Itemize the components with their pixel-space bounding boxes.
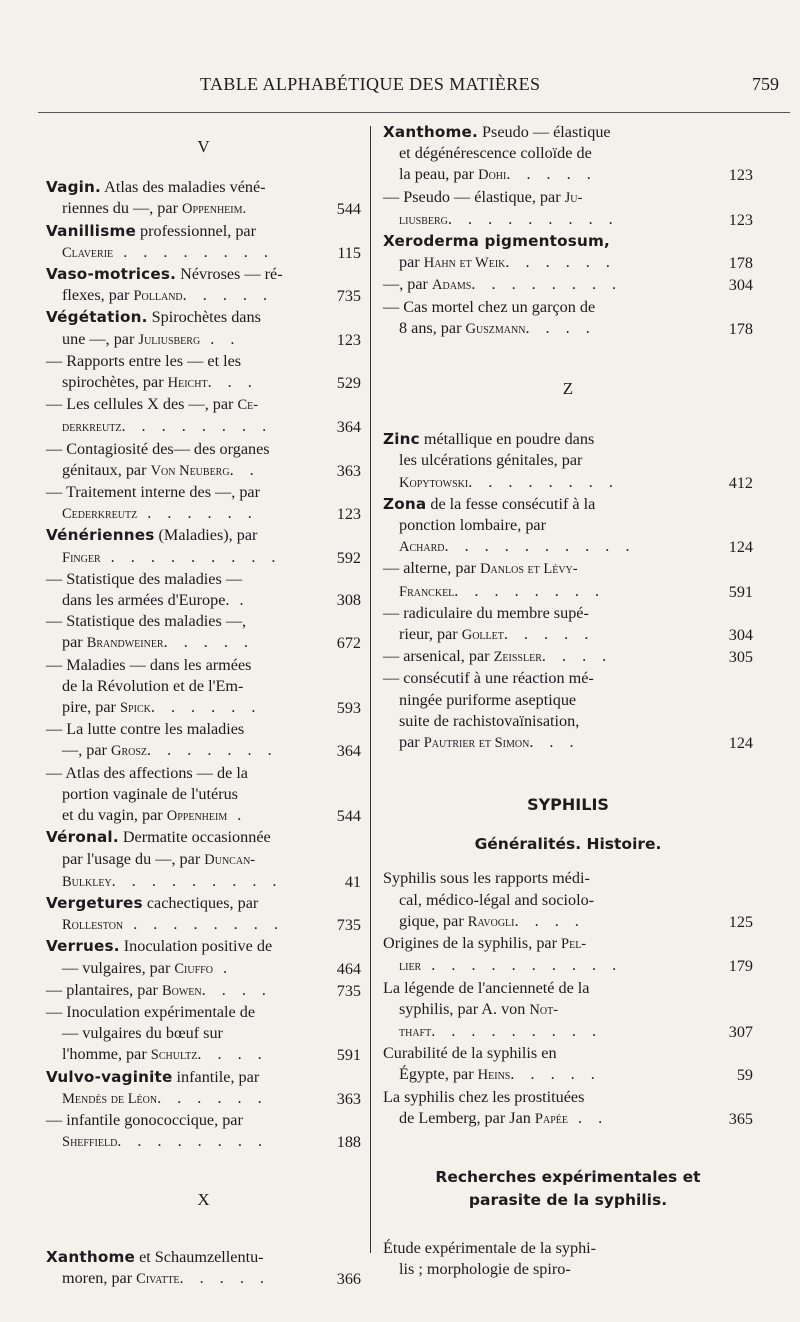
index-entry-origines: Origines de la syphilis, par Pel- lier . . . . . . . . . . 179 (383, 933, 753, 977)
leader-dots: . . . . . . (150, 698, 262, 717)
page-ref: 735 (336, 916, 361, 935)
index-entry-arsenical: — arsenical, par Zeissler. . . . 305 (383, 646, 753, 668)
leader-dots: . . . . . . . . . (111, 871, 283, 890)
index-entry-verrues: Verrues. Inoculation positive de — vulgaires, par Ciuffo . 464 (46, 936, 361, 979)
page-ref: 307 (728, 1022, 753, 1041)
leader-dots: . . (200, 329, 241, 348)
leader-dots: . . . . (514, 911, 585, 930)
leader-dots: . . . . . . . . (117, 1132, 268, 1151)
leader-dots: . . (567, 1108, 609, 1127)
leader-dots: . . . . . . . . (121, 417, 273, 436)
index-entry-cellules: — Les cellules X des —, par Ce- derkreutz. . . . . . . . 364 (46, 394, 361, 438)
index-entry-xanthome-pseudo: Xanthome. Pseudo — élastique et dégénérescence colloïde de la peau, par Dohi. . . . . 123 (383, 122, 753, 187)
leader-dots: . . . . . . . . . (447, 209, 619, 228)
leader-dots: . . . . . . . . (471, 275, 623, 294)
index-entry-contagiosite: — Contagiosité des— des organes génitaux, par Von Neuberg. . 363 (46, 439, 361, 482)
page-ref: 59 (736, 1066, 753, 1085)
page-ref: 123 (336, 505, 361, 524)
index-entry-atlas: — Atlas des affections — de la portion vaginale de l'utérus et du vagin, par Oppenheim . 544 (46, 763, 361, 828)
page-header (0, 0, 800, 110)
index-entry-maladies: — Maladies — dans les armées de la Révolution et de l'Em- pire, par Spick. . . . . . 593 (46, 655, 361, 720)
page-ref: 591 (336, 1046, 361, 1065)
page-ref: 363 (336, 1089, 361, 1108)
leader-dots: . . . . . . (505, 253, 616, 272)
page-ref: 364 (336, 418, 361, 437)
leader-dots: . . . . . (163, 633, 255, 652)
page-ref: 529 (336, 374, 361, 393)
index-entry-radiculaire: — radiculaire du membre supé- rieur, par Gollet. . . . . 304 (383, 603, 753, 646)
page-ref: 188 (336, 1133, 361, 1152)
index-entry-veneriennes: Vénériennes (Maladies), par Finger . . . . . . . . . 592 (46, 525, 361, 568)
leader-dots: . (227, 806, 248, 825)
page-ref: 366 (336, 1269, 361, 1288)
index-entry-statistique-1: — Statistique des maladies — dans les armées d'Europe. . 308 (46, 569, 361, 611)
section-letter-x: X (197, 1190, 210, 1210)
page-ref: 544 (336, 807, 361, 826)
leader-dots: . . . . . (182, 286, 274, 305)
page-ref: 115 (337, 243, 361, 262)
index-entry-consecutif: — consécutif à une réaction mé- ningée puriforme aseptique suite de rachistovaïnisation, par Pautrier et Simon. . . 124 (383, 668, 753, 754)
leader-dots: . (229, 591, 250, 610)
page-ref: 41 (344, 872, 361, 891)
page-ref: 735 (336, 981, 361, 1000)
page-ref: 125 (728, 912, 753, 931)
index-entry-inoculation: — Inoculation expérimentale de — vulgaires du bœuf sur l'homme, par Schultz. . . . 591 (46, 1002, 361, 1067)
leader-dots: . . . . . . . . . (431, 1021, 603, 1040)
leader-dots: . . . . . . . . (123, 915, 284, 934)
page-ref: 464 (336, 959, 361, 978)
leader-dots: . . . . . . (157, 1088, 268, 1107)
subsection-heading-recherches-line1: Recherches expérimentales et (435, 1167, 701, 1186)
page-ref: 365 (728, 1109, 753, 1128)
right-column (383, 122, 753, 1280)
leader-dots: . . . . (201, 980, 272, 999)
leader-dots: . . . . . (503, 625, 595, 644)
index-entry-xeroderma: Xeroderma pigmentosum, par Hahn et Weik. . . . . . 178 (383, 231, 753, 274)
section-letter-z: Z (562, 379, 574, 399)
leader-dots: . . . . . . . . (113, 242, 274, 261)
column-divider (370, 126, 371, 1253)
page-ref: 304 (728, 626, 753, 645)
index-entry-vagin: Vagin. Atlas des maladies véné- riennes du —, par Oppenheim. 544 (46, 177, 361, 220)
page-ref: 672 (336, 634, 361, 653)
index-entry-legende: La légende de l'ancienneté de la syphilis, par A. von Not- thaft. . . . . . . . . 307 (383, 978, 753, 1044)
index-entry-pseudo-elastique: — Pseudo — élastique, par Ju- liusberg. . . . . . . . . 123 (383, 187, 753, 231)
index-entry-vanillisme: Vanillisme professionnel, par Claverie . . . . . . . . 115 (46, 221, 361, 264)
page-ref: 591 (728, 582, 753, 601)
index-entry-curabilite: Curabilité de la syphilis en Égypte, par Heins. . . . . 59 (383, 1043, 753, 1086)
leader-dots: . . . . . (179, 1268, 270, 1287)
page-ref: 305 (728, 648, 753, 667)
section-heading-syphilis: SYPHILIS (527, 795, 609, 815)
leader-dots: . . . . (197, 1045, 268, 1064)
page-ref: 593 (336, 699, 361, 718)
page-ref: 592 (336, 548, 361, 567)
page-number: 759 (752, 74, 779, 94)
page-ref: 123 (728, 166, 753, 185)
index-entry-zinc: Zinc métallique en poudre dans les ulcérations génitales, par Kopytowski. . . . . . . . 412 (383, 429, 753, 494)
subsection-heading-recherches-line2: parasite de la syphilis. (468, 1190, 668, 1209)
leader-dots: . . . . . . (137, 504, 258, 523)
leader-dots: . . . (529, 733, 580, 752)
index-entry-alterne: — alterne, par Danlos et Lévy- Franckel. . . . . . . . 591 (383, 558, 753, 602)
leader-dots: . . . . . . . . . (100, 547, 282, 566)
index-entry-lutte: — La lutte contre les maladies —, par Grosz. . . . . . . 364 (46, 719, 361, 762)
index-entry-syphilis-rapports: Syphilis sous les rapports médi- cal, médico-légal and sociolo- gique, par Ravogli. . . . 125 (383, 868, 753, 933)
page-ref: 123 (728, 210, 753, 229)
leader-dots: . . . . . . . (147, 741, 278, 760)
section-letter-v: V (197, 137, 210, 156)
leader-dots: . . . . . . . . . . (444, 537, 636, 556)
page-ref: 178 (728, 319, 753, 338)
page-ref: 544 (336, 200, 361, 219)
index-entry-zona: Zona de la fesse consécutif à la ponction lombaire, par Achard. . . . . . . . . . 124 (383, 494, 753, 559)
page-ref: 124 (728, 538, 753, 557)
leader-dots: . . . . . . . . (468, 472, 619, 491)
index-entry-etude: Étude expérimentale de la syphi- lis ; morphologie de spiro- (383, 1238, 597, 1279)
index-entry-cas-mortel: — Cas mortel chez un garçon de 8 ans, par Guszmann. . . . 178 (383, 297, 753, 340)
leader-dots: . . . . . . . . (454, 581, 605, 600)
leader-dots: . . . (207, 373, 258, 392)
index-entry-plantaires: — plantaires, par Bowen. . . . 735 (46, 980, 361, 1002)
leader-dots: . . . . . . . . . . (421, 956, 623, 975)
leader-dots: . . (229, 460, 260, 479)
page-ref: 178 (728, 254, 753, 273)
leader-dots: . . . . (525, 318, 596, 337)
index-entry-statistique-2: — Statistique des maladies —, par Brandweiner. . . . . 672 (46, 611, 361, 654)
page-ref: 123 (336, 330, 361, 349)
page-ref: 735 (336, 287, 361, 306)
index-entry-prostituees: La syphilis chez les prostituées de Lemberg, par Jan Papée . . 365 (383, 1087, 753, 1130)
page-ref: 412 (728, 473, 753, 492)
page-ref: 363 (336, 461, 361, 480)
index-entry-vulvo-vaginite: Vulvo-vaginite infantile, par Mendès de Léon. . . . . . 363 (46, 1067, 361, 1110)
running-title: TABLE ALPHABÉTIQUE DES MATIÈRES (200, 74, 541, 94)
header-rule (38, 112, 790, 113)
index-entry-xanthome: Xanthome et Schaumzellentu- moren, par Civatte. . . . . 366 (46, 1247, 361, 1290)
index-entry-adams: —, par Adams. . . . . . . . 304 (383, 274, 753, 296)
page-ref: 304 (728, 276, 753, 295)
page-ref: 124 (728, 734, 753, 753)
page-ref: 179 (728, 957, 753, 976)
index-entry-vaso-motrices: Vaso-motrices. Névroses — ré- flexes, par Polland. . . . . 735 (46, 264, 361, 307)
page-ref: 364 (336, 742, 361, 761)
left-column (46, 122, 361, 1290)
index-entry-veronal: Véronal. Dermatite occasionnée par l'usage du —, par Duncan- Bulkley. . . . . . . . . 41 (46, 827, 361, 893)
page-ref: 308 (336, 591, 361, 610)
leader-dots: . . . . . (506, 165, 597, 184)
subsection-heading-generalites: Généralités. Histoire. (474, 835, 662, 854)
index-entry-rapports: — Rapports entre les — et les spirochètes, par Heicht. . . 529 (46, 351, 361, 394)
leader-dots: . (212, 958, 234, 977)
index-entry-traitement: — Traitement interne des —, par Cederkreutz . . . . . . 123 (46, 482, 361, 525)
index-entry-vergetures: Vergetures cachectiques, par Rolleston . . . . . . . . 735 (46, 893, 361, 936)
index-entry-vegetation: Végétation. Spirochètes dans une —, par Juliusberg . . 123 (46, 307, 361, 350)
leader-dots: . . . . (541, 647, 613, 666)
leader-dots: . . . . . (510, 1065, 601, 1084)
index-entry-infantile: — infantile gonococcique, par Sheffield. . . . . . . . 188 (46, 1110, 361, 1153)
